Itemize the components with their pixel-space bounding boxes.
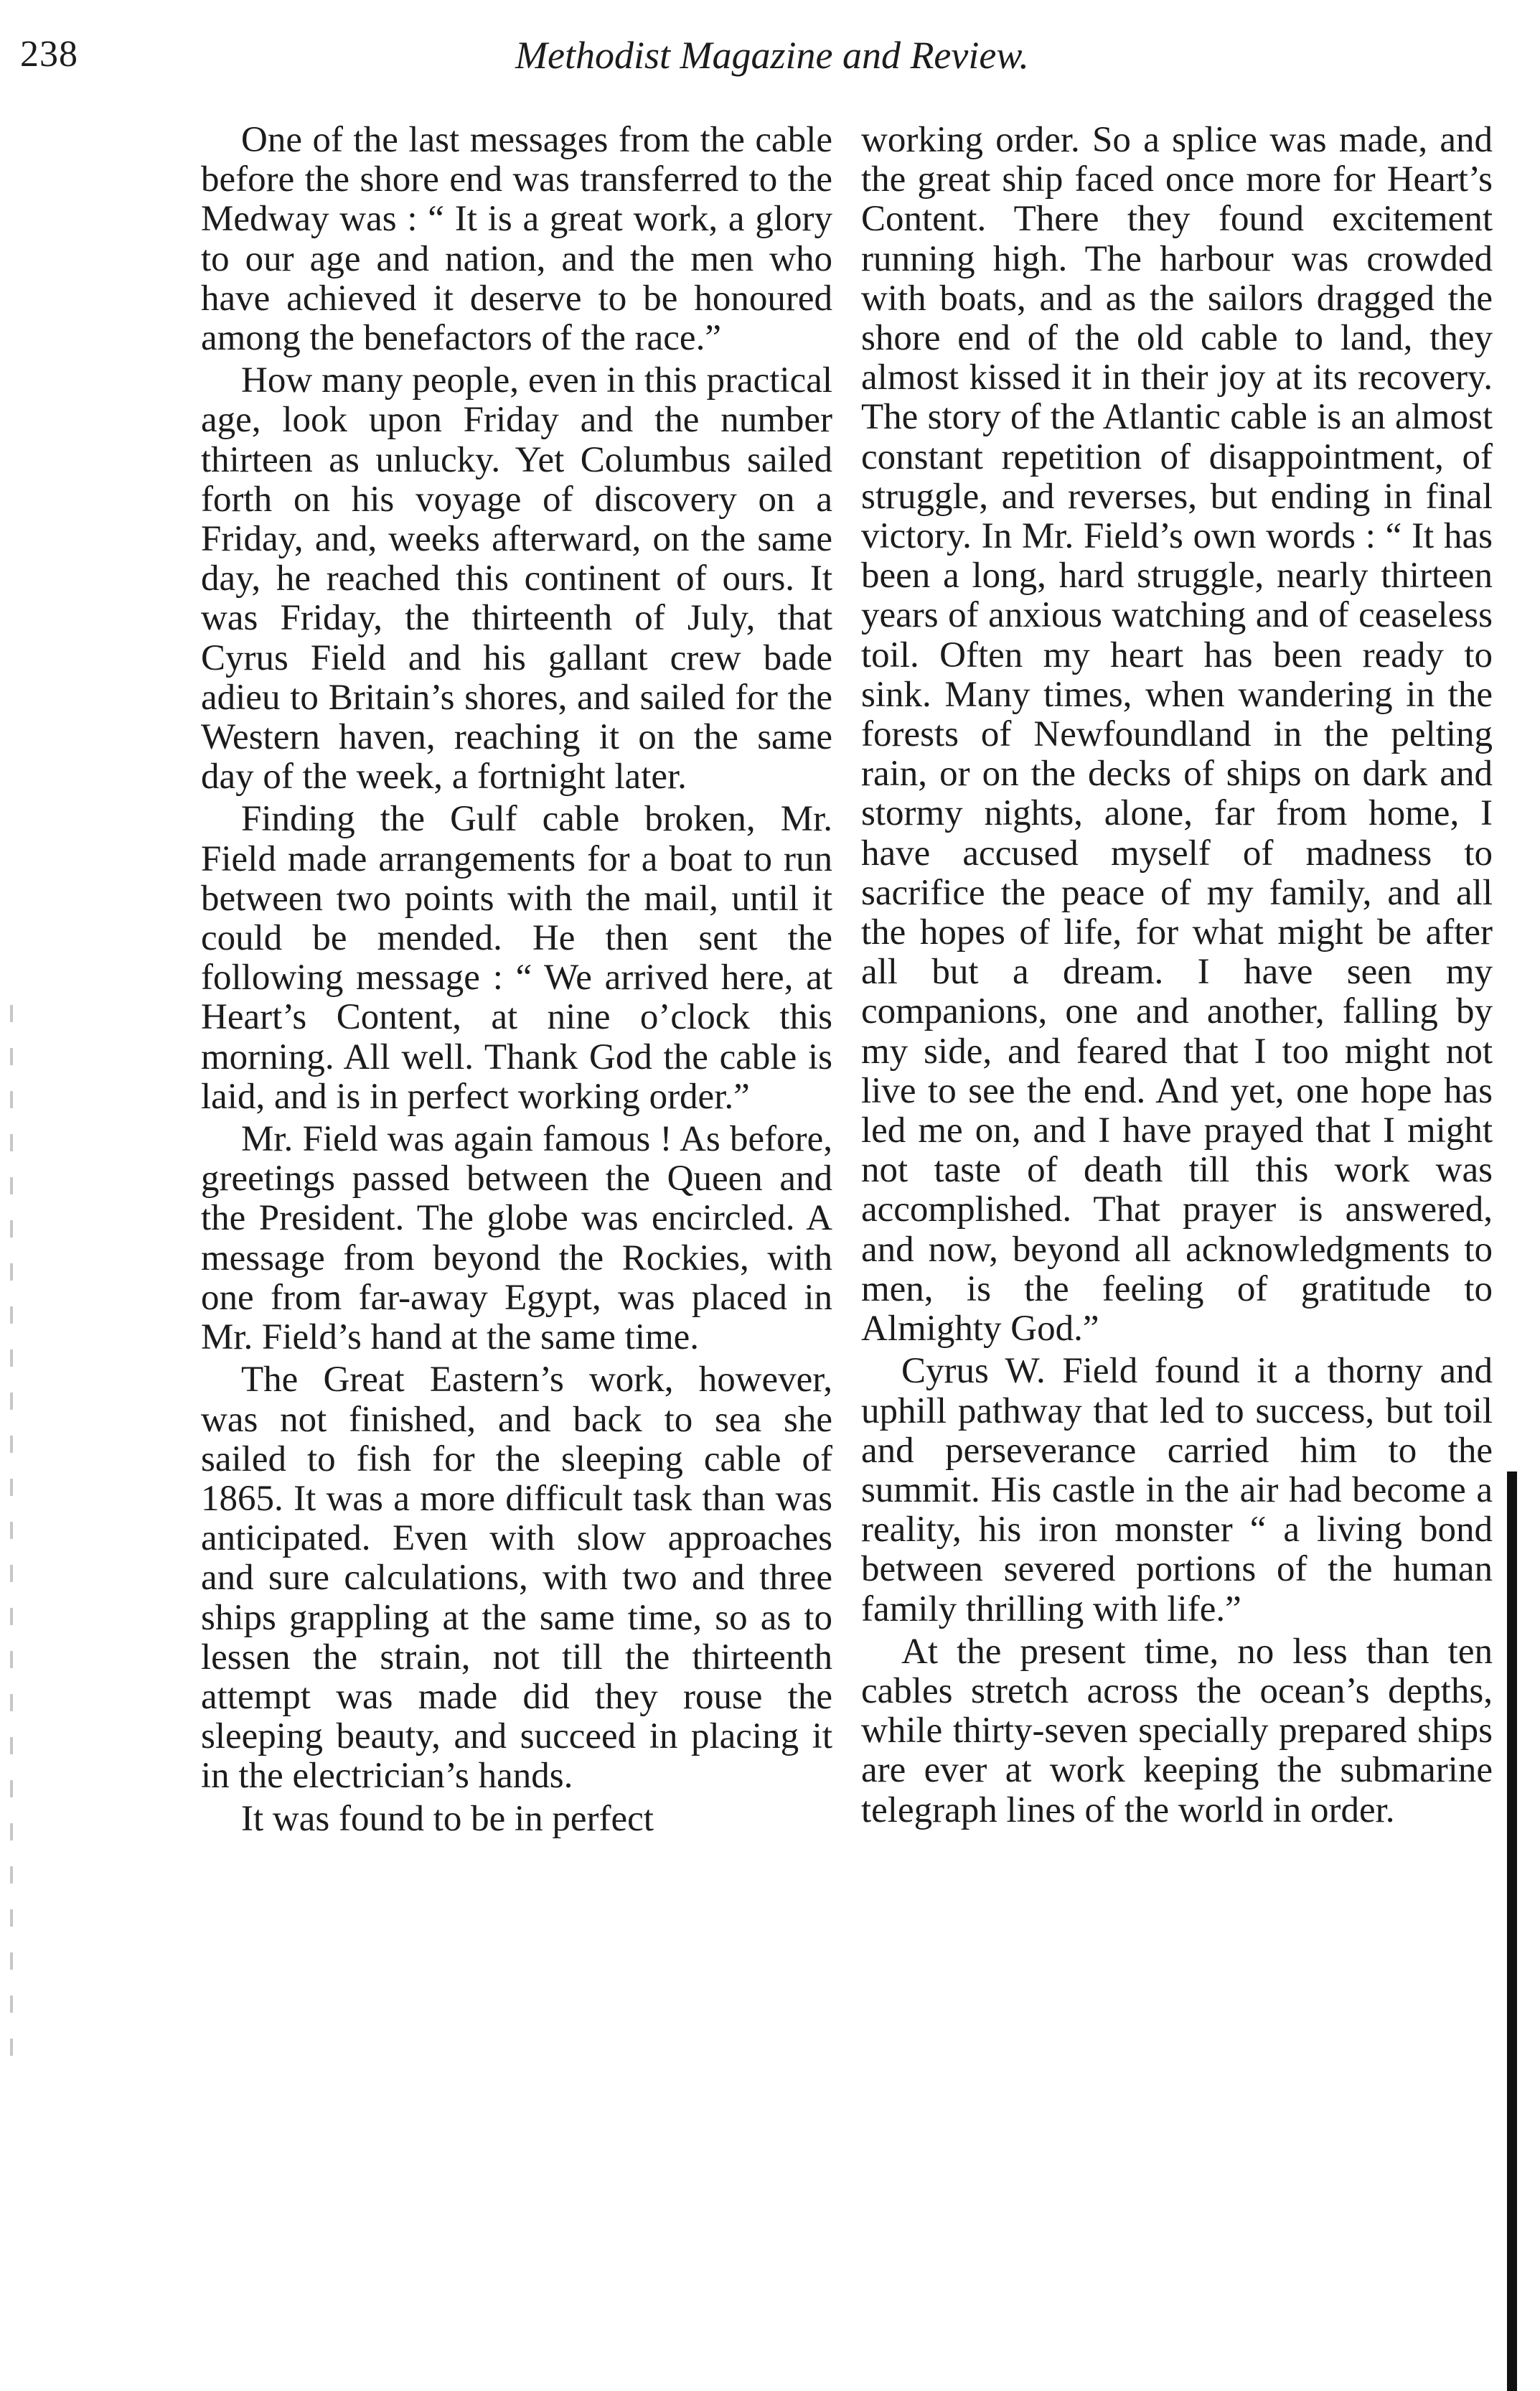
margin-scan-specks	[10, 1005, 13, 2082]
paragraph: At the present time, no less than ten cables stretch across the ocean’s depths, while thirty-seven specially prepared ships are ever at work keeping the submarine telegraph lines of the world in order.	[861, 1631, 1493, 1830]
paragraph: Finding the Gulf cable broken, Mr. Field made arrangements for a boat to run between two points with the mail, until it could be mended. He then sent the following message : “ We arrived here, at Heart’s Content, at nine o’clock this morning. All well. Thank God the cable is laid, and is in perfect working order.”	[201, 799, 832, 1117]
page-header	[20, 23, 1132, 102]
right-column	[861, 121, 1493, 1830]
paragraph: How many people, even in this practical age, look upon Friday and the number thirteen as unlucky. Yet Columbus sailed forth on his voyage of discovery on a Friday, and, weeks afterward, on the same day, he reached this continent of ours. It was Friday, the thirteenth of July, that Cyrus Field and his gallant crew bade adieu to Britain’s shores, and sailed for the Western haven, reaching it on the same day of the week, a fortnight later.	[201, 360, 832, 797]
binding-edge-shadow	[1507, 1471, 1517, 2391]
left-column	[201, 121, 832, 1839]
paragraph-continuation: working order. So a splice was made, and the great ship faced once more for Heart’s Content. There they found excitement running high. The harbour was crowded with boats, and as the sailors dragged the shore end of the old cable to land, they almost kissed it in their joy at its recovery. The story of the Atlantic cable is an almost constant repetition of disappointment, of struggle, and reverses, but ending in final victory. In Mr. Field’s own words : “ It has been a long, hard struggle, nearly thirteen years of anxious watching and of ceaseless toil. Often my heart has been ready to sink. Many times, when wandering in the forests of Newfoundland in the pelting rain, or on the decks of ships on dark and stormy nights, alone, far from home, I have accused myself of madness to sacrifice the peace of my family, and all the hopes of life, for what might be after all but a dream. I have seen my companions, one and another, falling by my side, and feared that I too might not live to see the end. And yet, one hope has led me on, and I have prayed that I might not taste of death till this work was accomplished. That prayer is answered, and now, beyond all acknowledgments to men, is the feeling of gratitude to Almighty God.”	[861, 120, 1493, 1349]
paragraph: The Great Eastern’s work, however, was not finished, and back to sea she sailed to fish for the sleeping cable of 1865. It was a more difficult task than was anticipated. Even with slow approaches and sure calculations, with two and three ships grappling at the same time, so as to lessen the strain, not till the thirteenth attempt was made did they rouse the sleeping beauty, and succeed in placing it in the electrician’s hands.	[201, 1360, 832, 1797]
running-title: Methodist Magazine and Review.	[515, 34, 1029, 77]
paragraph: It was found to be in perfect	[241, 1798, 654, 1839]
paragraph: Cyrus W. Field found it a thorny and uphill pathway that led to success, but toil and perseverance carried him to the summit. His castle in the air had become a reality, his iron monster “ a living bond between severed portions of the human family thrilling with life.”	[861, 1351, 1493, 1629]
paragraph: Mr. Field was again famous ! As before, greetings passed between the Queen and the President. The globe was encircled. A message from beyond the Rockies, with one from far-away Egypt, was placed in Mr. Field’s hand at the same time.	[201, 1119, 832, 1358]
paragraph: One of the last messages from the cable before the shore end was transferred to the Medway was : “ It is a great work, a glory to our age and nation, and the men who have achieved it deserve to be honoured among the benefactors of the race.”	[201, 120, 832, 359]
page-number: 238	[20, 34, 78, 75]
